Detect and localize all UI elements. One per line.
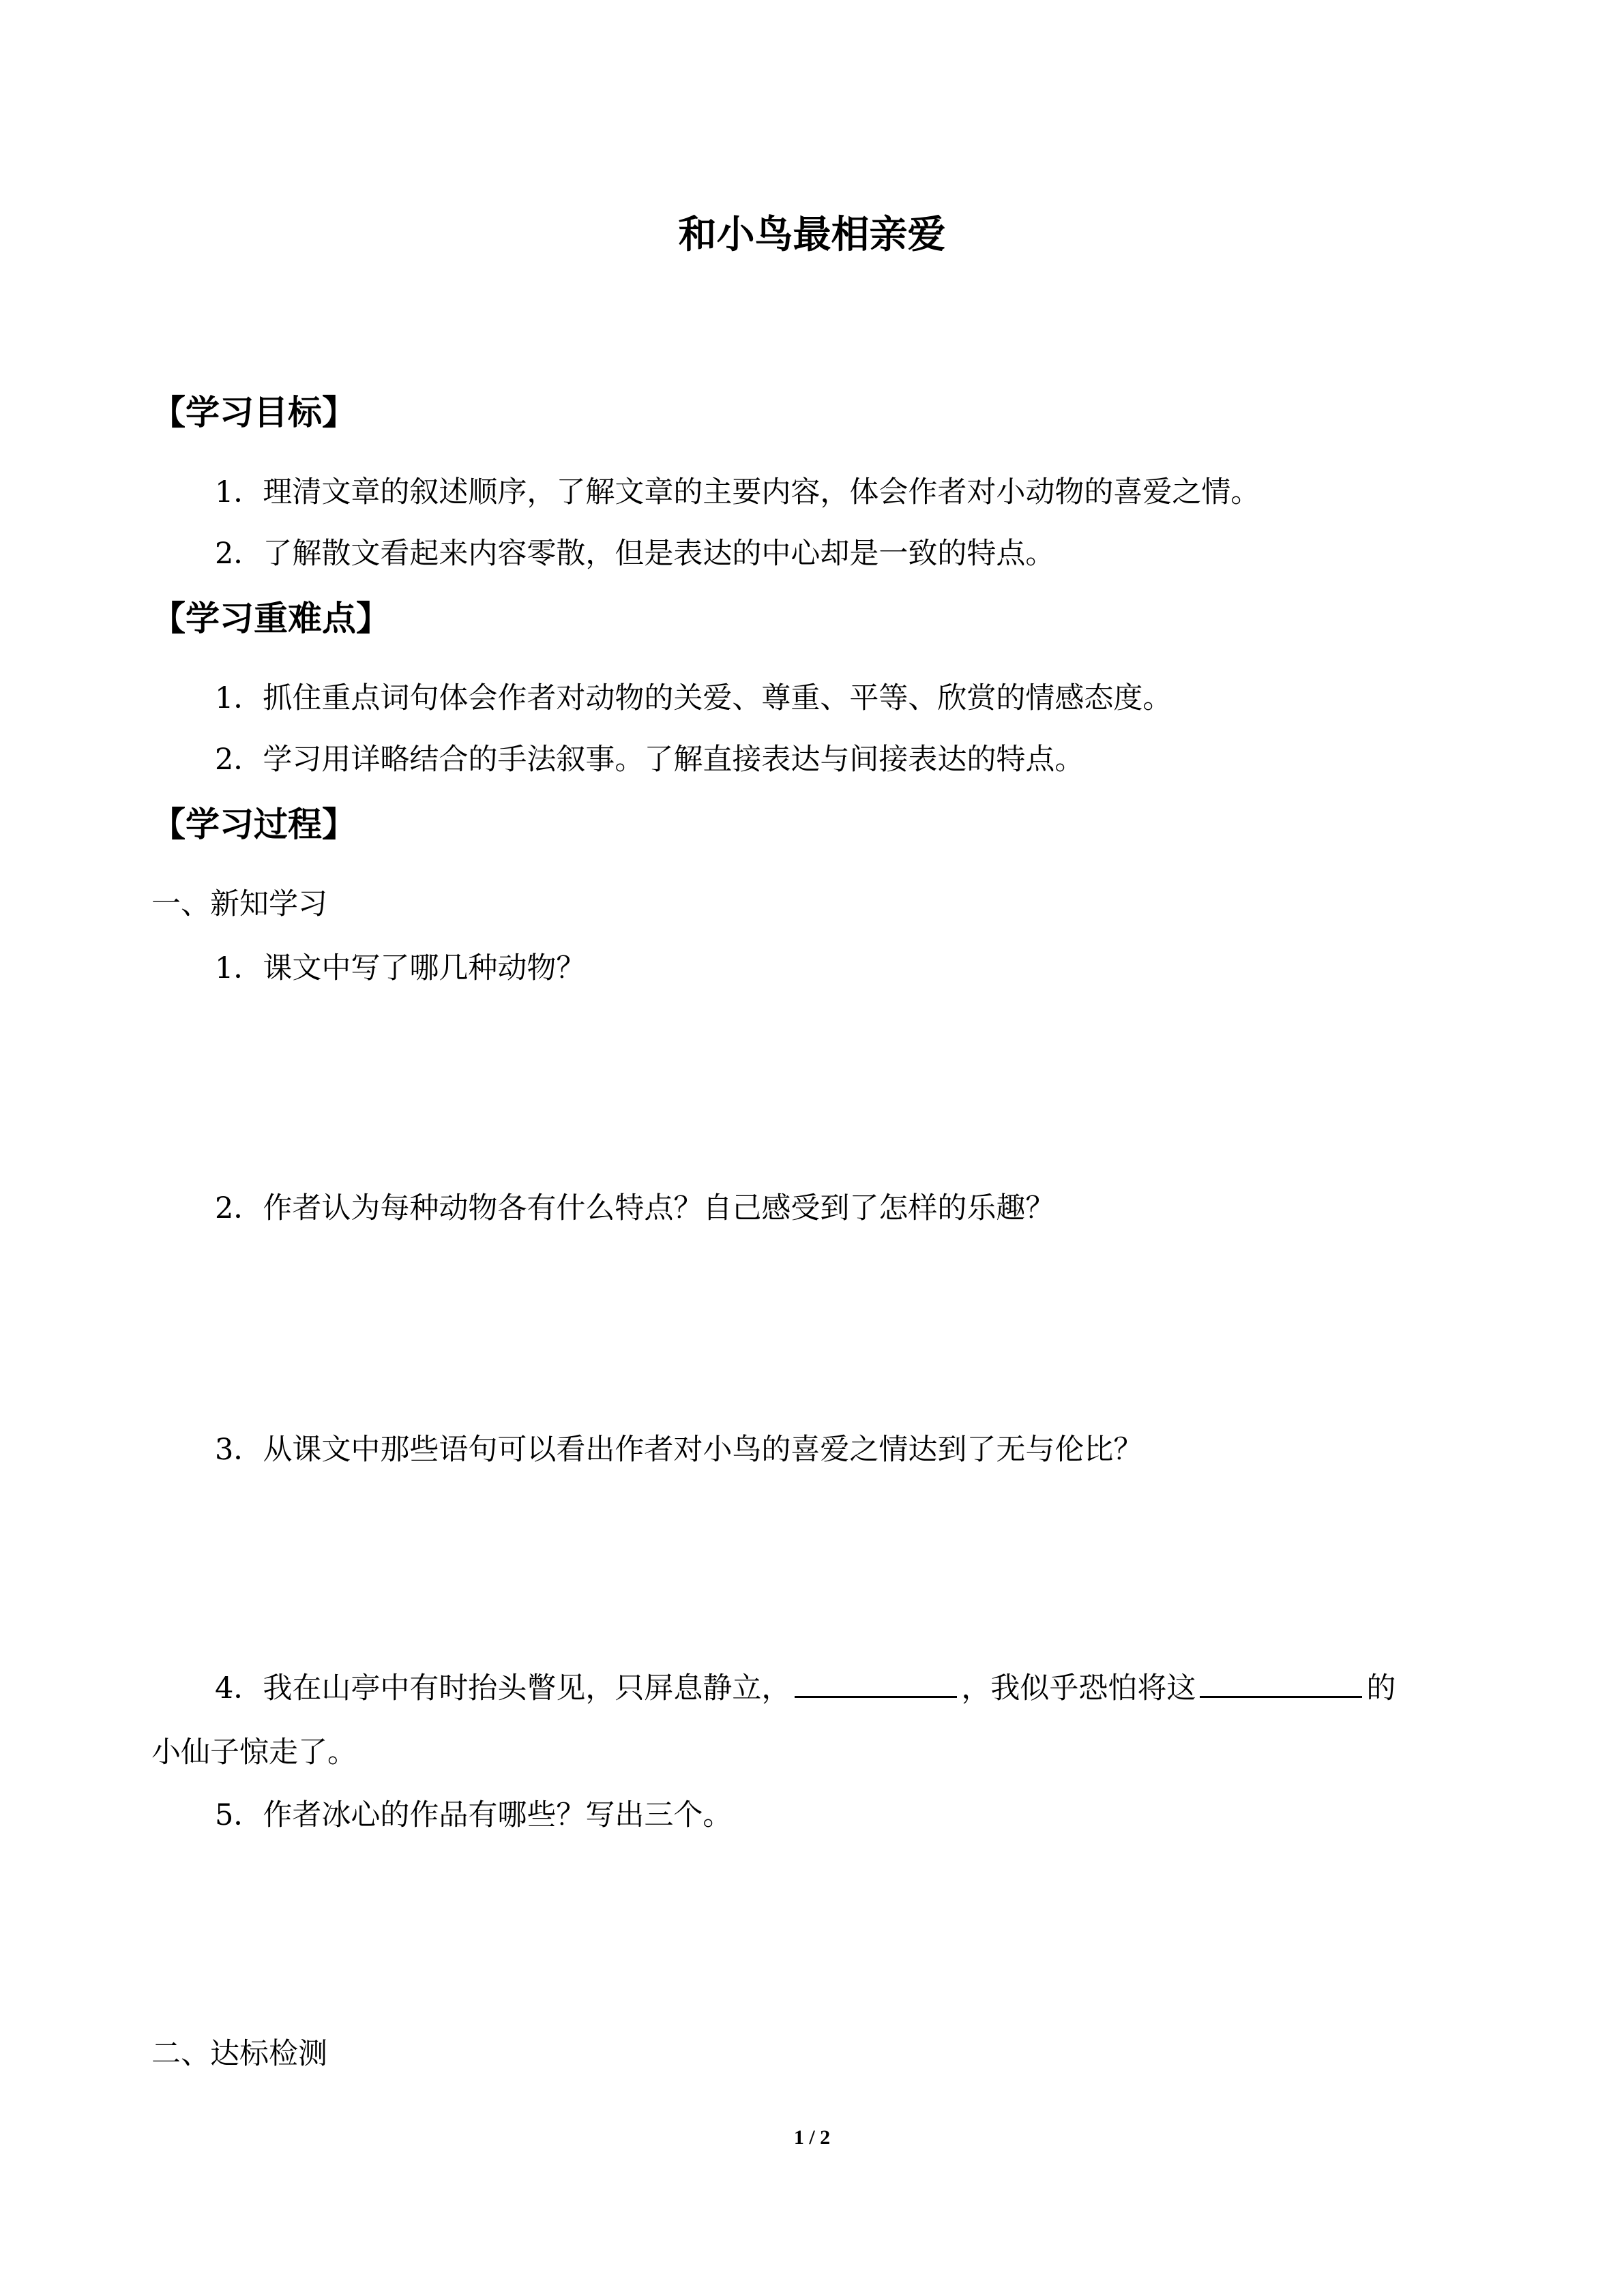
- question-5: 5．作者冰心的作品有哪些？写出三个。: [215, 1798, 733, 1832]
- question-4-text-a: 4．我在山亭中有时抬头瞥见，只屏息静立，: [215, 1671, 791, 1705]
- question-1: 1．课文中写了哪几种动物？: [215, 951, 586, 985]
- objectives-heading: 【学习目标】: [151, 393, 356, 432]
- objective-item-1: 1．理清文章的叙述顺序，了解文章的主要内容，体会作者对小动物的喜爱之情。: [215, 475, 1260, 509]
- objective-item-2: 2．了解散文看起来内容零散，但是表达的中心却是一致的特点。: [215, 537, 1055, 571]
- key-points-heading: 【学习重难点】: [151, 599, 390, 638]
- part2-label: 二、达标检测: [151, 2037, 327, 2071]
- question-4: [215, 1668, 1396, 1709]
- key-point-item-2: 2．学习用详略结合的手法叙事。了解直接表达与间接表达的特点。: [215, 743, 1084, 777]
- question-4-text-b: ，我似乎恐怕将这: [961, 1671, 1196, 1705]
- question-3: 3．从课文中那些语句可以看出作者对小鸟的喜爱之情达到了无与伦比？: [215, 1433, 1143, 1467]
- process-heading: 【学习过程】: [151, 805, 356, 844]
- question-4-text-c: 的: [1366, 1671, 1396, 1705]
- question-4-continuation: 小仙子惊走了。: [151, 1735, 357, 1770]
- document-title: 和小鸟最相亲爱: [678, 213, 946, 257]
- question-2: 2．作者认为每种动物各有什么特点？自己感受到了怎样的乐趣？: [215, 1191, 1055, 1225]
- part1-label: 一、新知学习: [151, 887, 327, 921]
- fill-blank-1: [795, 1669, 957, 1698]
- key-point-item-1: 1．抓住重点词句体会作者对动物的关爱、尊重、平等、欣赏的情感态度。: [215, 681, 1172, 715]
- page-number: 1 / 2: [793, 2126, 831, 2149]
- fill-blank-2: [1200, 1669, 1362, 1698]
